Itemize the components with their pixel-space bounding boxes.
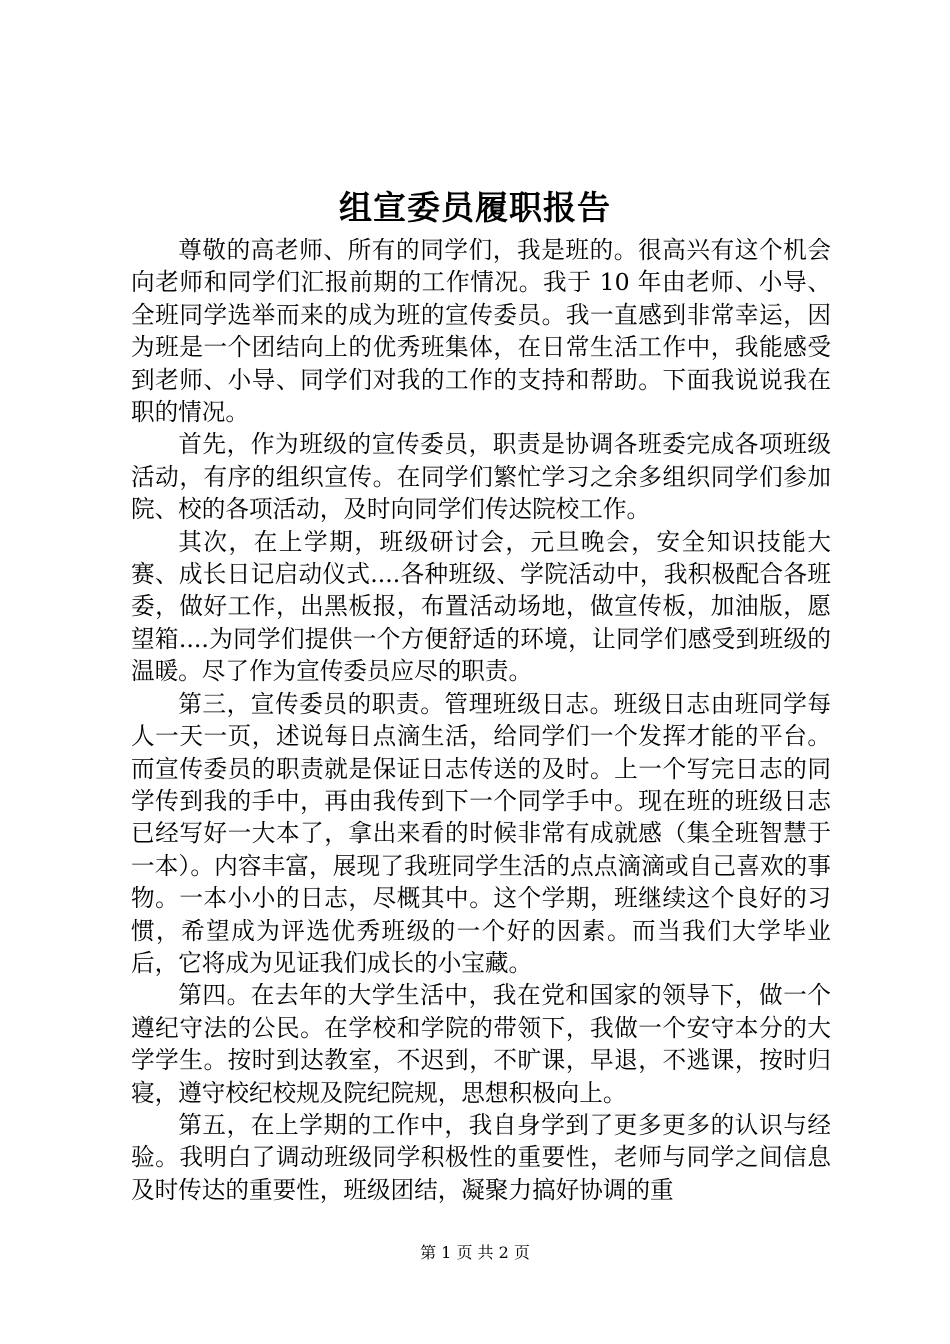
paragraph-third: 第三，宣传委员的职责。管理班级日志。班级日志由班同学每人一天一页，述说每日点滴生活，给同学们一个发挥才能的平台。而宣传委员的职责就是保证日志传送的及时。上一个写完日志的同学传到我的手中，再由我传到下一个同学手中。现在班的班级日志已经写好一大本了，拿出来看的时候非常有成就感（集全班智慧于一本）。内容丰富，展现了我班同学生活的点点滴滴或自己喜欢的事物。一本小小的日志，尽概其中。这个学期，班继续这个良好的习惯，希望成为评选优秀班级的一个好的因素。而当我们大学毕业后，它将成为见证我们成长的小宝藏。 bbox=[131, 689, 831, 977]
paragraph-intro: 尊敬的高老师、所有的同学们，我是班的。很高兴有这个机会向老师和同学们汇报前期的工作情况。我于 10 年由老师、小导、全班同学选举而来的成为班的宣传委员。我一直感到非常幸运，因为班是一个团结向上的优秀班集体，在日常生活工作中，我能感受到老师、小导、同学们对我的工作的支持和帮助。下面我说说我在职的情况。 bbox=[131, 236, 831, 427]
paragraph-second: 其次，在上学期，班级研讨会，元旦晚会，安全知识技能大赛、成长日记启动仪式....各种班级、学院活动中，我积极配合各班委，做好工作，出黑板报，布置活动场地，做宣传板，加油版，愿望箱....为同学们提供一个方便舒适的环境，让同学们感受到班级的温暖。尽了作为宣传委员应尽的职责。 bbox=[131, 527, 831, 686]
paragraph-fourth: 第四。在去年的大学生活中，我在党和国家的领导下，做一个遵纪守法的公民。在学校和学院的带领下，我做一个安守本分的大学学生。按时到达教室，不迟到，不旷课，早退，不逃课，按时归寝，遵守校纪校规及院纪院规，思想积极向上。 bbox=[131, 981, 831, 1107]
paragraph-first: 首先，作为班级的宣传委员，职责是协调各班委完成各项班级活动，有序的组织宣传。在同学们繁忙学习之余多组织同学们参加院、校的各项活动，及时向同学们传达院校工作。 bbox=[131, 430, 831, 524]
document-title: 组宣委员履职报告 bbox=[339, 188, 611, 227]
page-number-footer: 第 1 页 共 2 页 bbox=[420, 1243, 530, 1262]
paragraph-fifth: 第五，在上学期的工作中，我自身学到了更多更多的认识与经验。我明白了调动班级同学积极性的重要性，老师与同学之间信息及时传达的重要性，班级团结，凝聚力搞好协调的重 bbox=[131, 1110, 831, 1204]
document-body bbox=[131, 234, 831, 1206]
